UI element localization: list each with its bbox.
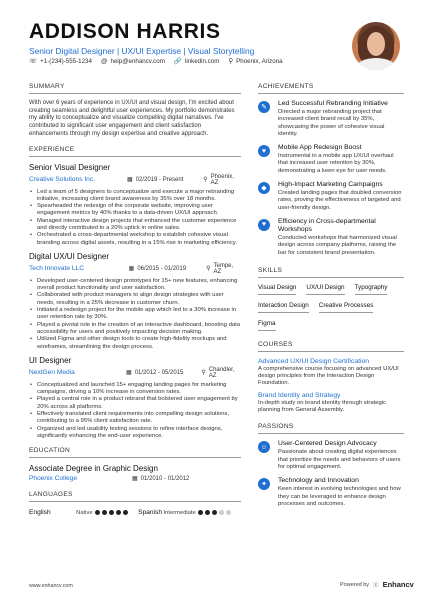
job-bullet: • Played a pivotal role in the creation of an interactive dashboard, boosting data accessibility for users and positively impacting decision making. <box>37 322 241 337</box>
calendar-icon: ▦ <box>127 177 133 184</box>
passions-heading: PASSIONS <box>258 423 404 434</box>
course-text: A comprehensive course focusing on advanced UX/UI design principles from the Interaction Design Foundation. <box>258 365 399 387</box>
job-bullet: • Effectively translated client requirements into compelling design solutions, contributing to a 95% client satisfaction rate. <box>37 411 241 426</box>
job-entry <box>29 252 241 351</box>
experience-heading: EXPERIENCE <box>29 146 241 157</box>
education-meta <box>29 475 241 482</box>
contact-email[interactable] <box>101 58 165 65</box>
location-icon: ⚲ <box>228 58 234 65</box>
rating-dot <box>95 510 100 515</box>
resume-header <box>29 20 349 56</box>
rating-dot <box>205 510 210 515</box>
skill-tag: Visual Design <box>258 284 296 295</box>
languages-row <box>29 509 241 516</box>
job-bullets <box>29 278 241 351</box>
job-location <box>203 174 241 186</box>
job-location-text: Chandler, AZ <box>208 366 235 379</box>
job-title: Senior Visual Designer <box>29 162 111 172</box>
job-dates <box>126 369 201 376</box>
achievement-text: Created landing pages that doubled conversion rates, proving the effectiveness of targeted and user-friendly design. <box>278 190 402 211</box>
job-meta <box>29 174 241 186</box>
skill-tag: UX/UI Design <box>306 284 344 295</box>
job-bullet: • Developed user-centered design prototypes for 15+ new features, enhancing overall product functionality and user satisfaction. <box>37 278 241 293</box>
achievement-title: High-Impact Marketing Campaigns <box>278 181 383 189</box>
gem-icon: ◆ <box>258 182 270 194</box>
job-location-text: Phoenix, AZ <box>210 173 234 186</box>
job-bullet: • Spearheaded the redesign of the corporate website, improving user engagement metrics by 40% thanks to a data-driven UX/UI approach. <box>37 203 241 218</box>
job-entry <box>29 356 241 440</box>
passion-item <box>258 440 404 471</box>
skills-list <box>258 284 404 331</box>
job-bullets <box>29 189 241 247</box>
achievement-text: Directed a major rebranding project that increased client brand recall by 35%, showcasing the power of cohesive visual identity. <box>278 109 385 137</box>
courses-heading: COURSES <box>258 341 404 352</box>
achievement-title: Mobile App Redesign Boost <box>278 144 362 152</box>
passion-title: User-Centered Design Advocacy <box>278 440 377 448</box>
achievement-text: Conducted workshops that harmonized visual design across company platforms, raising the bar for consistent brand presentation. <box>278 234 397 256</box>
profile-photo <box>352 22 400 70</box>
language-level: Native <box>76 509 93 516</box>
passion-text: Passionate about creating digital experiences that prioritize the needs and behaviors of users for optimal engagement. <box>278 449 401 470</box>
rating-dot <box>109 510 114 515</box>
calendar-icon: ▦ <box>128 266 135 273</box>
job-meta <box>29 263 241 275</box>
heart-icon: ♥ <box>258 219 270 231</box>
company-name[interactable]: NextGen Media <box>29 369 75 377</box>
phone-text: +1-(234)-555-1234 <box>40 57 92 65</box>
passion-text: Keen interest in evolving technologies and how they can be leveraged to enhance design processes and outcomes. <box>278 486 401 507</box>
calendar-icon: ▦ <box>132 476 138 483</box>
skill-tag: Figma <box>258 320 276 331</box>
course-title[interactable]: Brand Identity and Strategy <box>258 391 341 399</box>
enhancv-logo-icon: Ⓔ <box>373 582 379 589</box>
contact-linkedin[interactable] <box>174 57 220 65</box>
job-bullets <box>29 382 241 440</box>
job-entry <box>29 163 241 247</box>
passion-item <box>258 477 404 508</box>
achievement-text: Instrumental in a mobile app UX/UI overhaul that increased user retention by 30%, demonstrating a keen eye for user needs. <box>278 153 394 174</box>
school-name[interactable]: Phoenix College <box>29 475 78 483</box>
skill-tag: Interaction Design <box>258 302 309 313</box>
job-title: Digital UX/UI Designer <box>29 251 110 261</box>
achievement-item <box>258 100 404 138</box>
candidate-title: Senior Digital Designer | UX/UI Expertise | Visual Storytelling <box>29 46 255 56</box>
link-icon: 🔗 <box>173 58 182 65</box>
education-dates-text: 01/2010 - 01/2012 <box>140 475 190 482</box>
location-text: Phoenix, Arizona <box>236 57 283 65</box>
skill-tag: Typography <box>355 284 388 295</box>
rating-dot <box>226 510 231 515</box>
language-name: Spanish <box>138 509 163 517</box>
contact-location <box>228 57 282 65</box>
skill-tag: Creative Processes <box>319 302 374 313</box>
achievement-title: Led Successful Rebranding Initiative <box>278 100 388 107</box>
company-name[interactable]: Tech Innovate LLC <box>29 265 84 273</box>
achievement-title: Efficiency in Cross-departmental Workshops <box>278 217 376 233</box>
calendar-icon: ▦ <box>126 370 132 377</box>
language-rating <box>198 510 231 515</box>
job-location-text: Tempe, AZ <box>213 262 234 275</box>
job-bullet: • Managed interactive design projects that enhanced the customer experience and directly contributed to a 20% uptick in online sales. <box>37 218 241 233</box>
achievements-heading: ACHIEVEMENTS <box>258 83 404 94</box>
pencil-icon: ✎ <box>258 101 270 113</box>
passion-title: Technology and Innovation <box>278 477 359 485</box>
job-meta <box>29 367 241 379</box>
job-dates <box>127 176 203 183</box>
job-bullet: • Collaborated with product managers to align design strategies with user needs, resulting in a 25% decrease in customer churn. <box>37 292 241 307</box>
footer-website[interactable]: www.enhancv.com <box>29 583 73 589</box>
job-bullet: • Orchestrated a cross-departmental workshop to establish cohesive visual branding across digital assets, resulting in a 15% rise in marketing efficiency. <box>37 232 241 247</box>
summary-heading: SUMMARY <box>29 83 241 94</box>
job-location <box>201 367 241 379</box>
contact-bar <box>29 57 283 65</box>
course-title[interactable]: Advanced UX/UI Design Certification <box>258 357 370 365</box>
language-level: Intermediate <box>163 509 196 516</box>
achievement-item <box>258 144 404 175</box>
rating-dot <box>123 510 128 515</box>
at-icon: @ <box>100 57 108 65</box>
skills-heading: SKILLS <box>258 267 404 278</box>
left-column <box>29 83 241 516</box>
job-location <box>206 263 241 275</box>
job-bullet: • Led a team of 5 designers to conceptualize and execute a major rebranding initiative, increasing client brand awareness by 35% over 18 months. <box>37 189 241 204</box>
language-rating <box>95 510 128 515</box>
achievement-item <box>258 218 404 257</box>
job-bullet: • Played a central role in a product rebrand that bolstered user engagement by 20% across all platforms. <box>37 396 241 411</box>
language-name: English <box>29 509 51 517</box>
education-dates <box>132 475 189 482</box>
brand-name: Enhancv <box>382 580 414 589</box>
course-text: In-depth study on brand identity through strategic planning from General Assembly. <box>258 399 387 414</box>
candidate-name: ADDISON HARRIS <box>29 20 221 43</box>
job-dates-text: 02/2019 - Present <box>135 176 184 183</box>
email-text: help@enhancv.com <box>110 57 165 65</box>
degree-title: Associate Degree in Graphic Design <box>29 464 158 474</box>
company-name[interactable]: Creative Solutions Inc. <box>29 176 95 184</box>
linkedin-text: linkedin.com <box>184 57 220 65</box>
languages-heading: LANGUAGES <box>29 491 241 502</box>
phone-icon: ☏ <box>29 58 38 65</box>
job-dates-text: 06/2015 - 01/2019 <box>137 265 187 272</box>
job-bullet: • Conceptualized and launched 15+ engaging landing pages for marketing campaigns, driving a 10% increase in conversion rates. <box>37 382 241 397</box>
achievement-item <box>258 181 404 212</box>
rating-dot <box>116 510 121 515</box>
summary-text: With over 6 years of experience in UX/UI and visual design, I'm excited about creating seamless and delightful user experiences. My portfolio demonstrates my ability to conceptualize and visualize compelling digital narratives. I've contributed to significant user engagement and client satisfaction enhancements through my design expertise and creative approach. <box>29 100 235 137</box>
education-heading: EDUCATION <box>29 447 241 458</box>
right-column <box>258 83 404 508</box>
job-bullet: • Utilized Figma and other design tools to create high-fidelity mockups and wireframes, streamlining the design process. <box>37 336 241 351</box>
user-icon: ☺ <box>258 441 270 453</box>
job-bullet: • Organized and led usability testing sessions to refine interface designs, significantly enhancing the end-user experience. <box>37 426 241 441</box>
rating-dot <box>219 510 224 515</box>
powered-by-text: Powered by <box>340 581 370 588</box>
location-icon: ⚲ <box>201 370 206 377</box>
rating-dot <box>102 510 107 515</box>
rating-dot <box>212 510 217 515</box>
contact-phone[interactable] <box>29 57 92 65</box>
footer-branding <box>340 580 414 589</box>
location-icon: ⚲ <box>206 266 211 273</box>
job-dates <box>129 265 206 272</box>
job-title: UI Designer <box>29 355 72 365</box>
job-bullet: • Initiated a redesign project for the mobile app which led to a 30% increase in user retention rate by 30%. <box>37 307 241 322</box>
location-icon: ⚲ <box>203 177 208 184</box>
heart-icon: ♥ <box>258 145 270 157</box>
job-dates-text: 01/2012 - 05/2015 <box>134 369 184 376</box>
rating-dot <box>198 510 203 515</box>
bulb-icon: ✦ <box>258 478 270 490</box>
